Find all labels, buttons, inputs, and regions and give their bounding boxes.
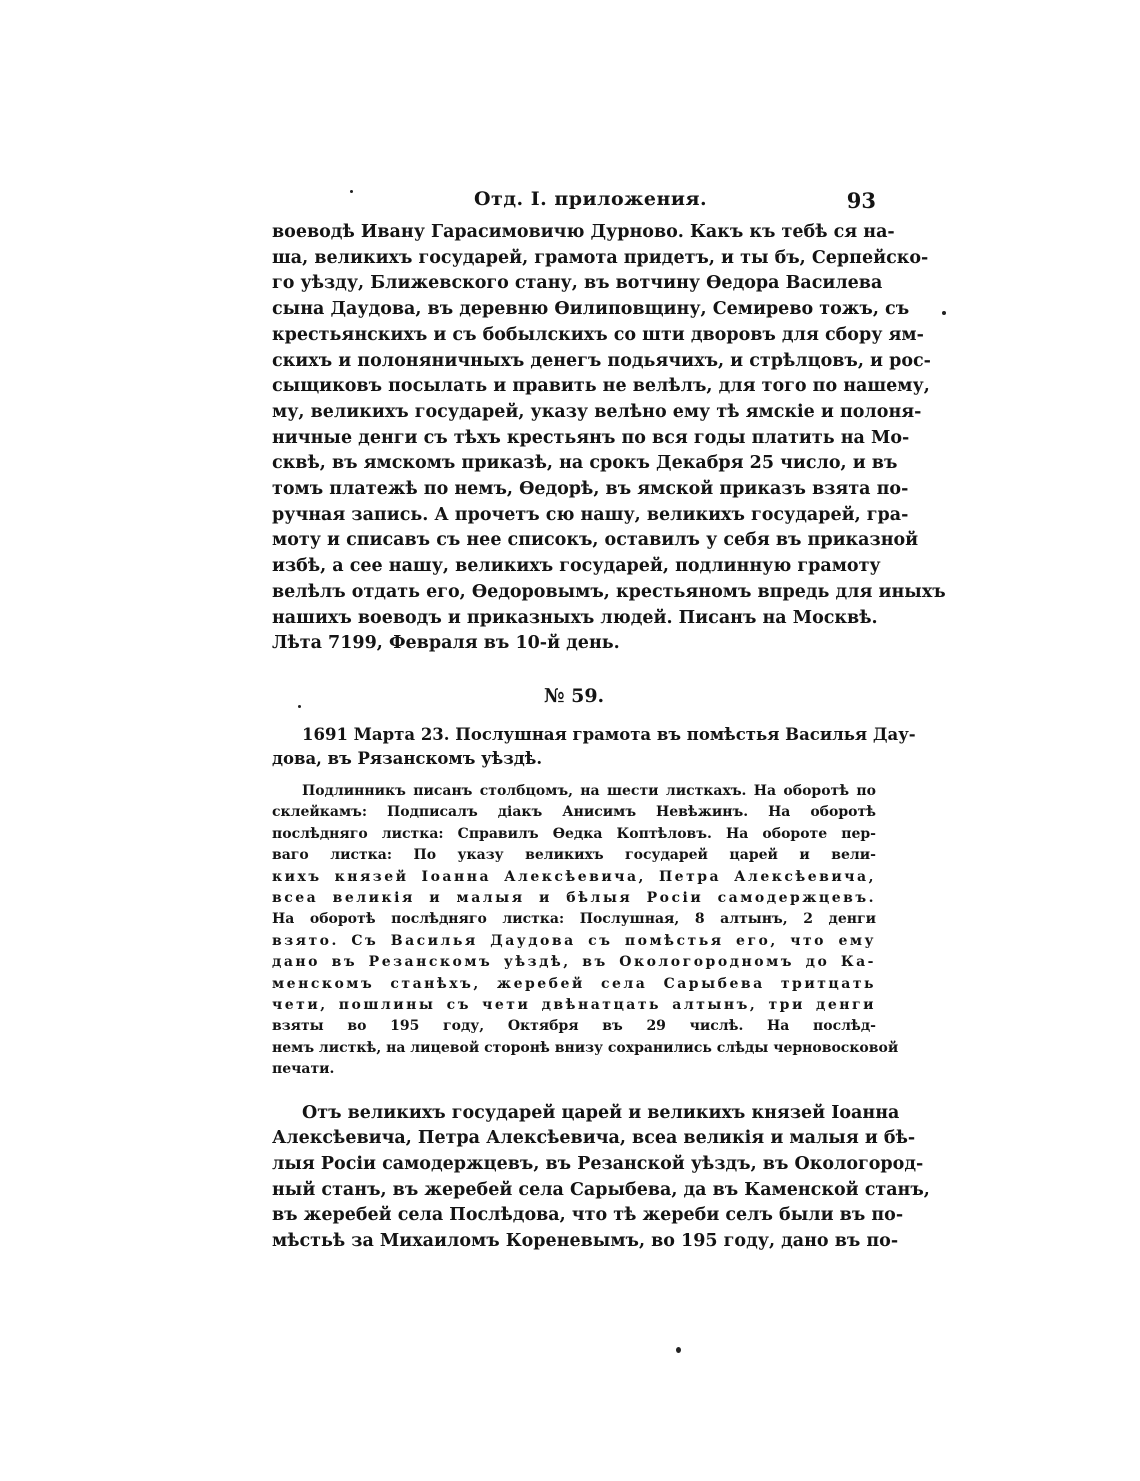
note-line: кихъ князей Іоанна Алексѣевича, Петра Алексѣевича, <box>272 868 876 885</box>
text-line: Алексѣевича, Петра Алексѣевича, всеа великія и малыя и бѣ- <box>272 1128 916 1149</box>
text-line: сквѣ, въ ямскомъ приказѣ, на срокъ Декабря 25 число, и въ <box>272 453 898 474</box>
text-line: томъ платежѣ по немъ, Ѳедорѣ, въ ямской приказъ взята по- <box>272 479 909 500</box>
page-number: 93 <box>846 188 876 213</box>
book-page <box>272 180 946 1255</box>
text-line: сыщиковъ посылать и править не велѣлъ, для того по нашему, <box>272 376 930 397</box>
text-line: скихъ и полоняничныхъ денегъ подьячихъ, и стрѣлцовъ, и рос- <box>272 350 931 371</box>
text-line: моту и списавъ съ нее списокъ, оставилъ у себя въ приказной <box>272 530 919 551</box>
note-line: послѣдняго листка: Справилъ Ѳедка Коптѣловъ. На обороте пер- <box>272 825 876 842</box>
text-line: сына Даудова, въ деревню Ѳилиповщину, Семирево тожъ, съ <box>272 299 910 320</box>
heading-line: дова, въ Рязанскомъ уѣздѣ. <box>272 748 543 768</box>
text-line: воеводѣ Ивану Гарасимовичю Дурново. Какъ къ тебѣ ся на- <box>272 222 895 242</box>
text-line: велѣлъ отдать его, Ѳедоровымъ, крестьяномъ впредь для иныхъ <box>272 581 946 602</box>
note-line: На оборотѣ послѣдняго листка: Послушная, 8 алтынъ, 2 денги <box>272 911 876 928</box>
note-line: менскомъ станѣхъ, жеребей села Сарыбева тритцать <box>272 975 876 992</box>
editorial-note <box>272 781 899 1081</box>
text-line: го уѣзду, Ближевского стану, въ вотчину Ѳедора Василева <box>272 273 883 294</box>
note-line: взято. Съ Василья Даудова съ помѣстья его, что ему <box>272 932 876 949</box>
speck-mark <box>942 311 946 315</box>
note-line: Подлинникъ писанъ столбцомъ, на шести листкахъ. На оборотѣ по <box>302 782 876 799</box>
text-line: избѣ, а сее нашу, великихъ государей, подлинную грамоту <box>272 556 881 577</box>
note-line: всеа великія и малыя и бѣлыя Росіи самодержцевъ. <box>272 889 876 906</box>
heading-line: 1691 Марта 23. Послушная грамота въ помѣстья Василья Дау- <box>302 724 916 744</box>
text-line: Отъ великихъ государей царей и великихъ князей Іоанна <box>302 1102 900 1123</box>
note-line: дано въ Резанскомъ уѣздѣ, въ Окологородномъ до Ка- <box>272 954 876 971</box>
text-line: ный станъ, въ жеребей села Сарыбева, да въ Каменской станъ, <box>272 1179 930 1200</box>
text-line: Лѣта 7199, Февраля въ 10-й день. <box>272 633 620 654</box>
text-line: мѣстьѣ за Михаиломъ Кореневымъ, во 195 году, дано въ по- <box>272 1231 899 1252</box>
note-line: склейкамъ: Подписалъ діакъ Анисимъ Невѣжинъ. На оборотѣ <box>272 804 876 821</box>
running-header <box>272 180 876 220</box>
charter-text <box>272 1101 930 1255</box>
note-line: чети, пошлины съ чети двѣнатцать алтынъ, три денги <box>272 997 876 1014</box>
note-line: печати. <box>272 1061 335 1078</box>
text-line: въ жеребей села Послѣдова, что тѣ жереби селъ были въ по- <box>272 1205 904 1226</box>
document-heading <box>272 723 916 771</box>
text-line: ша, великихъ государей, грамота придетъ, и ты бъ, Серпейско- <box>272 247 929 268</box>
note-line: ваго листка: По указу великихъ государей царей и вели- <box>272 847 876 864</box>
running-title: Отд. I. приложения. <box>474 188 708 210</box>
charter-text-continued <box>272 220 946 657</box>
text-line: крестьянскихъ и съ бобылскихъ со шти дворовъ для сбору ям- <box>272 324 924 345</box>
text-line: му, великихъ государей, указу велѣно ему тѣ ямскіе и полоня- <box>272 401 922 422</box>
speck-mark <box>676 1347 681 1353</box>
text-line: нашихъ воеводъ и приказныхъ людей. Писанъ на Москвѣ. <box>272 607 878 628</box>
note-line: немъ листкѣ, на лицевой сторонѣ внизу сохранились слѣды черновосковой <box>272 1039 899 1056</box>
text-line: ручная запись. А прочетъ сю нашу, великихъ государей, гра- <box>272 504 909 525</box>
note-line: взяты во 195 году, Октября въ 29 числѣ. На послѣд- <box>272 1018 876 1035</box>
document-number: № 59. <box>543 684 605 707</box>
text-line: лыя Росіи самодержцевъ, въ Резанской уѣздъ, въ Окологород- <box>272 1154 924 1175</box>
text-line: ничные денги съ тѣхъ крестьянъ по вся годы платить на Мо- <box>272 427 910 448</box>
